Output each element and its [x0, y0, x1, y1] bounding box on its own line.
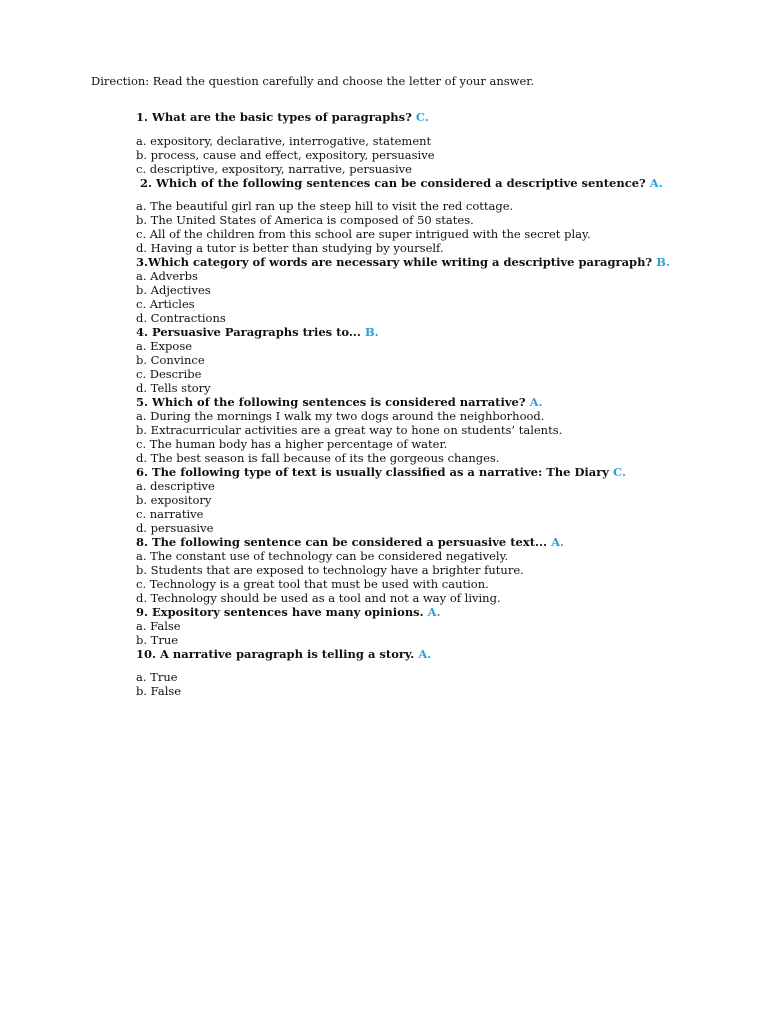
q3-option-a: a. Adverbs [136, 269, 198, 283]
question-3-text: 3.Which category of words are necessary while writing a descriptive paragraph? [136, 255, 653, 269]
question-2-text: 2. Which of the following sentences can be considered a descriptive sentence? [140, 176, 646, 190]
q1-option-b: b. process, cause and effect, expository, persuasive [136, 148, 435, 162]
question-8 [136, 535, 564, 549]
q3-option-b: b. Adjectives [136, 283, 211, 297]
q4-option-c: c. Describe [136, 367, 202, 381]
question-9-text: 9. Expository sentences have many opinions. [136, 605, 424, 619]
q10-option-a: a. True [136, 670, 178, 684]
q8-option-d: d. Technology should be used as a tool and not a way of living. [136, 591, 501, 605]
q6-option-b: b. expository [136, 493, 212, 507]
question-8-answer: A. [551, 535, 565, 549]
q1-option-c: c. descriptive, expository, narrative, persuasive [136, 162, 412, 176]
question-9 [136, 605, 441, 619]
q9-option-a: a. False [136, 619, 181, 633]
question-6 [136, 465, 626, 479]
q6-option-d: d. persuasive [136, 521, 214, 535]
question-3-answer: B. [656, 255, 670, 269]
q5-option-d: d. The best season is fall because of its the gorgeous changes. [136, 451, 500, 465]
question-5 [136, 395, 543, 409]
question-6-text: 6. The following type of text is usually classified as a narrative: The Diary [136, 465, 609, 479]
question-1-answer: C. [415, 110, 429, 124]
q5-option-b: b. Extracurricular activities are a great way to hone on students’ talents. [136, 423, 563, 437]
question-4-text: 4. Persuasive Paragraphs tries to... [136, 325, 361, 339]
q5-option-c: c. The human body has a higher percentage of water. [136, 437, 448, 451]
q4-option-b: b. Convince [136, 353, 205, 367]
question-1 [136, 110, 429, 124]
question-10 [136, 647, 431, 661]
q8-option-b: b. Students that are exposed to technology have a brighter future. [136, 563, 524, 577]
q5-option-a: a. During the mornings I walk my two dogs around the neighborhood. [136, 409, 545, 423]
question-4 [136, 325, 379, 339]
q8-option-c: c. Technology is a great tool that must be used with caution. [136, 577, 489, 591]
q2-option-d: d. Having a tutor is better than studying by yourself. [136, 241, 444, 255]
direction-text: Direction: Read the question carefully and choose the letter of your answer. [91, 74, 535, 88]
question-2-answer: A. [649, 176, 663, 190]
q4-option-a: a. Expose [136, 339, 193, 353]
question-6-answer: C. [613, 465, 626, 479]
q9-option-b: b. True [136, 633, 179, 647]
q3-option-c: c. Articles [136, 297, 195, 311]
question-1-text: 1. What are the basic types of paragraphs? [136, 110, 412, 124]
question-10-answer: A. [418, 647, 432, 661]
question-8-text: 8. The following sentence can be considered a persuasive text... [136, 535, 548, 549]
q3-option-d: d. Contractions [136, 311, 226, 325]
q6-option-c: c. narrative [136, 507, 204, 521]
question-3 [136, 255, 670, 269]
q4-option-d: d. Tells story [136, 381, 211, 395]
q6-option-a: a. descriptive [136, 479, 215, 493]
question-5-text: 5. Which of the following sentences is considered narrative? [136, 395, 526, 409]
question-2 [140, 176, 663, 190]
q2-option-a: a. The beautiful girl ran up the steep hill to visit the red cottage. [136, 199, 514, 213]
question-10-text: 10. A narrative paragraph is telling a story. [136, 647, 415, 661]
q1-option-a: a. expository, declarative, interrogative, statement [136, 134, 432, 148]
q8-option-a: a. The constant use of technology can be considered negatively. [136, 549, 509, 563]
question-4-answer: B. [364, 325, 379, 339]
q10-option-b: b. False [136, 684, 182, 698]
q2-option-b: b. The United States of America is composed of 50 states. [136, 213, 474, 227]
question-9-answer: A. [427, 605, 441, 619]
q2-option-c: c. All of the children from this school are super intrigued with the secret play. [136, 227, 591, 241]
question-5-answer: A. [529, 395, 543, 409]
